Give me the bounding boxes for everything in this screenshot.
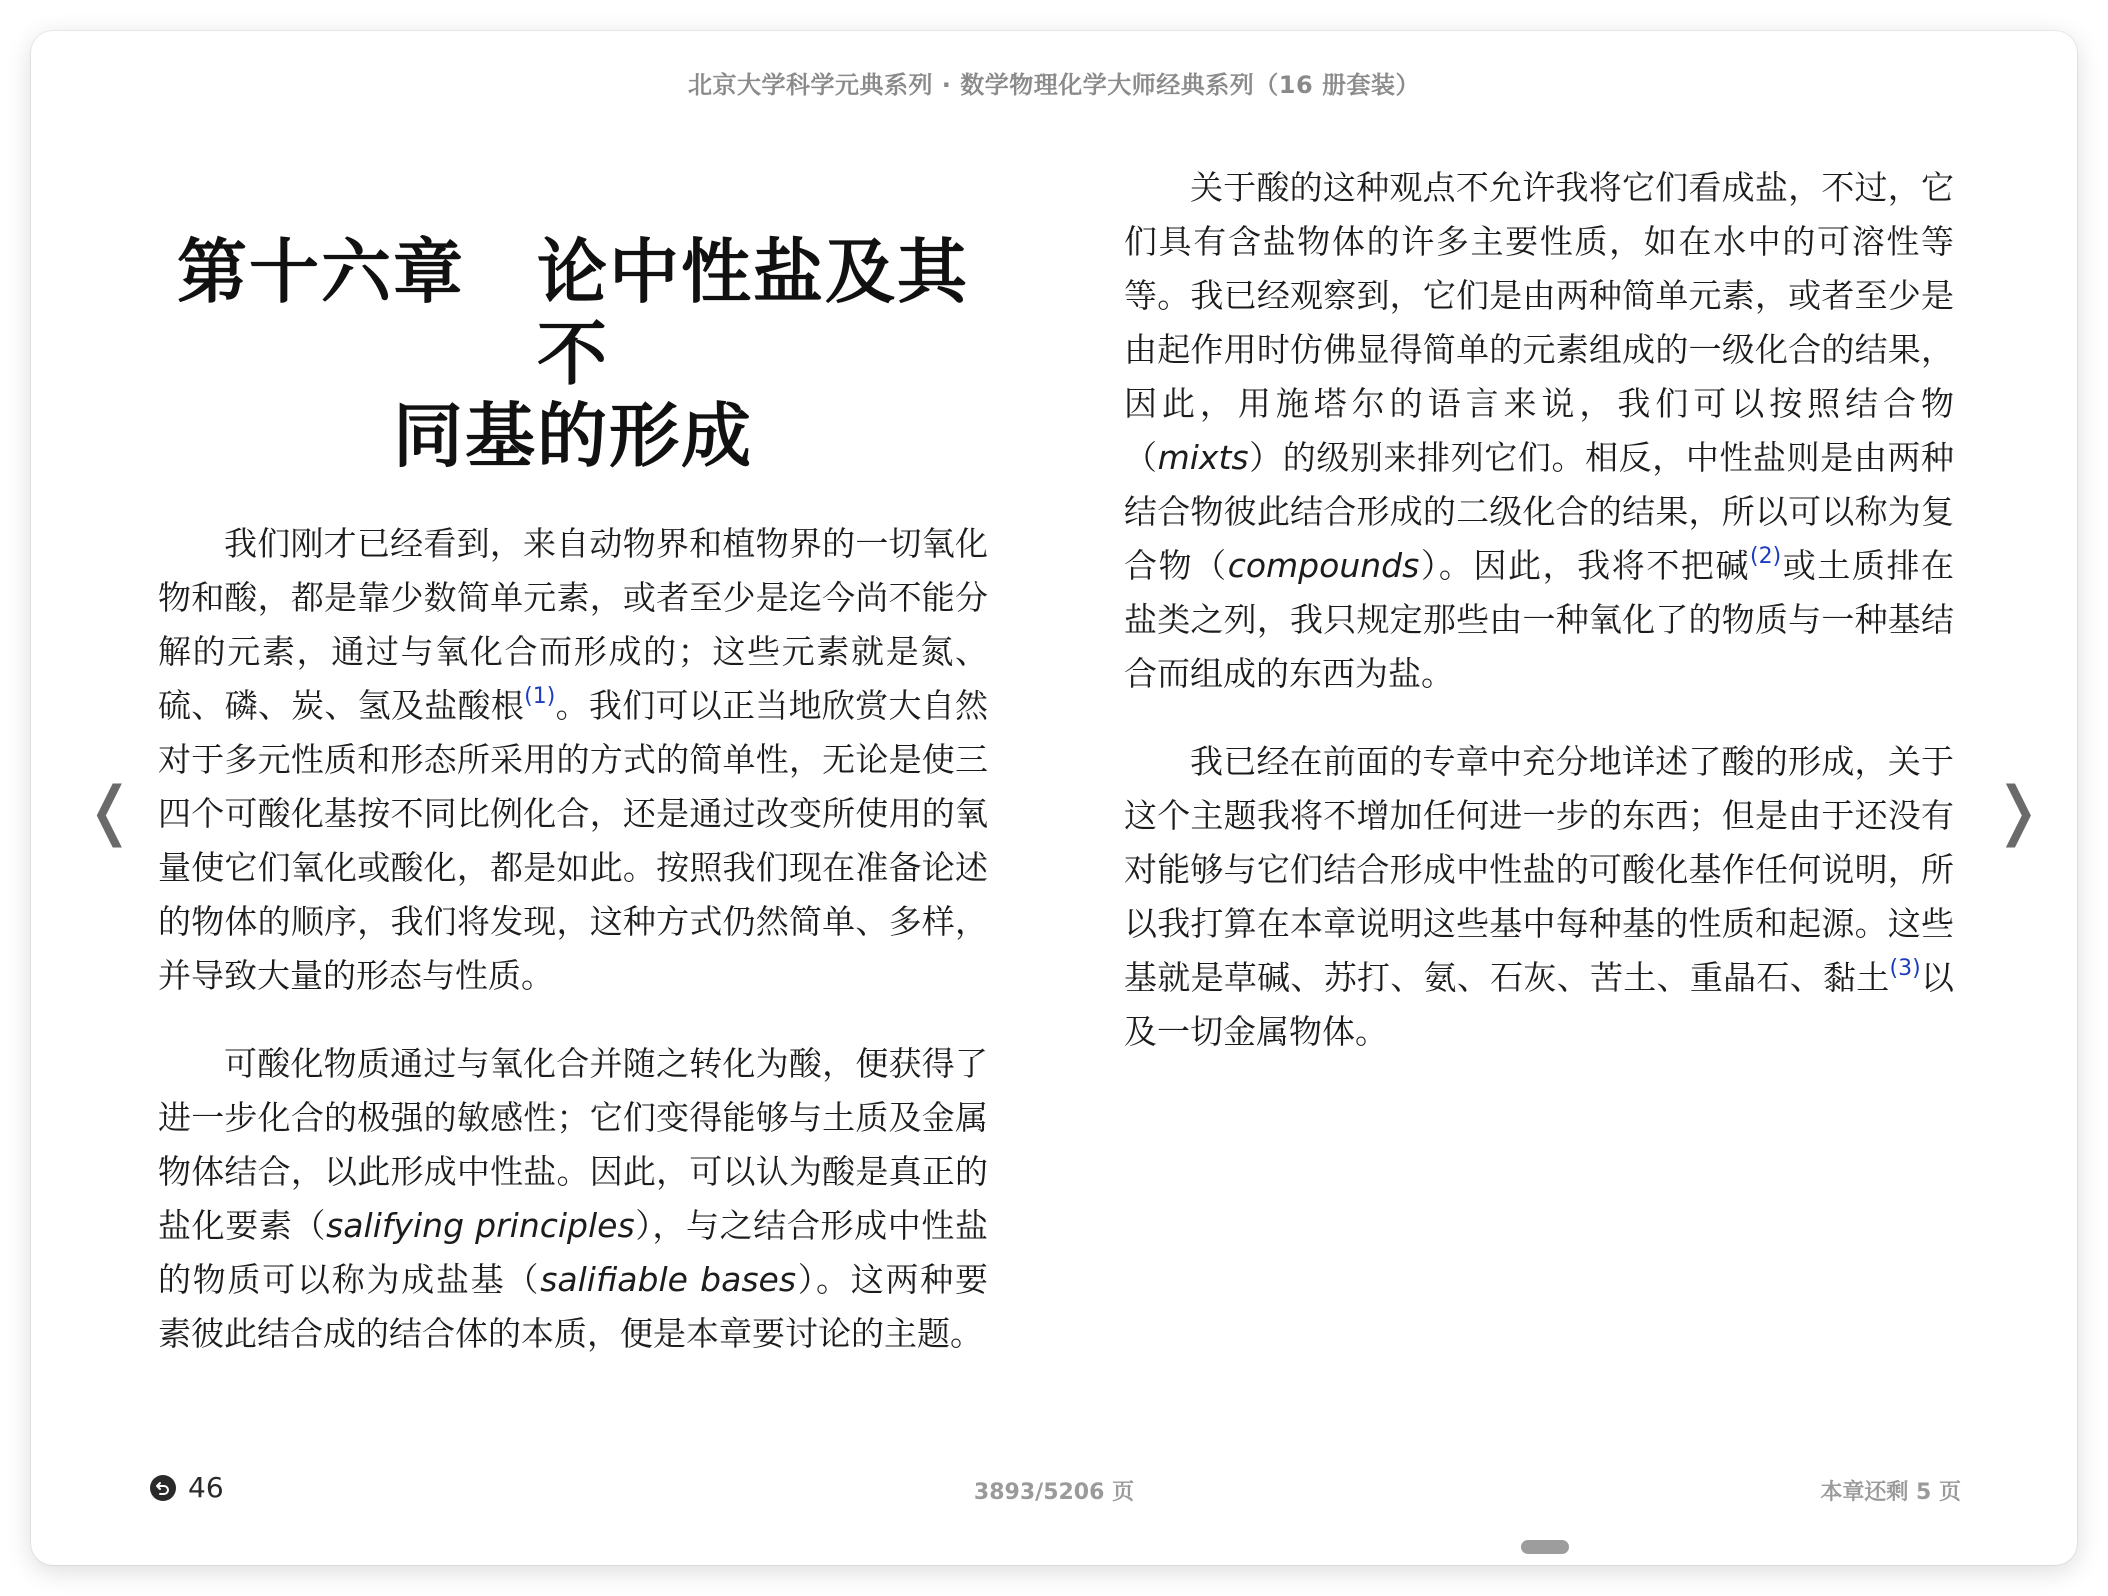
footnote-link[interactable]: (2) <box>1750 544 1782 569</box>
right-page-body <box>1124 161 1954 1093</box>
page-indicator: 3893/5206 页 <box>973 1480 1135 1505</box>
italic-term: salifying principles <box>326 1206 635 1245</box>
italic-term: mixts <box>1157 438 1249 477</box>
footnote-link[interactable]: (3) <box>1889 956 1921 981</box>
paragraph-text: ）的级别来排列它们。相反，中性盐则是由两种结合物彼此结合形成的二级化合的结果，所以可以称为复合物（ <box>1124 438 1955 585</box>
italic-term: compounds <box>1227 546 1420 585</box>
paragraph-text: 我们刚才已经看到，来自动物界和植物界的一切氧化物和酸，都是靠少数简单元素，或者至少是迄今尚不能分解的元素，通过与氧化合而形成的；这些元素就是氮、硫、磷、炭、氢及盐酸根 <box>158 524 988 725</box>
chapter-remaining: 本章还剩 5 页 <box>1820 1480 1961 1505</box>
chapter-title: 第十六章 论中性盐及其不 同基的形成 <box>177 231 969 477</box>
paragraph-text: 关于酸的这种观点不允许我将它们看成盐，不过，它们具有含盐物体的许多主要性质，如在水中的可溶性等等。我已经观察到，它们是由两种简单元素，或者至少是由起作用时仿佛显得简单的元素组成的一级化合的结果，因此，用施塔尔的语言来说，我们可以按照结合物（ <box>1124 168 1954 477</box>
chevron-left-icon: ❬ <box>83 774 137 848</box>
paragraph <box>1124 735 1954 1059</box>
reader-footer <box>31 1471 2077 1511</box>
paragraph-text: 。我们可以正当地欣赏大自然对于多元性质和形态所采用的方式的简单性，无论是使三四个可酸化基按不同比例化合，还是通过改变所使用的氧量使它们氧化或酸化，都是如此。按照我们现在准备论述的物体的顺序，我们将发现，这种方式仍然简单、多样，并导致大量的形态与性质。 <box>158 686 989 995</box>
left-page-body <box>158 517 988 1395</box>
paragraph <box>158 1037 988 1361</box>
reader-window <box>31 31 2077 1565</box>
chevron-right-icon: ❭ <box>1991 774 2045 848</box>
footnote-link[interactable]: (1) <box>524 684 556 709</box>
back-count: 46 <box>188 1471 224 1504</box>
drag-handle[interactable] <box>1521 1540 1569 1554</box>
paragraph-text: 或土质排在盐类之列，我只规定那些由一种氧化了的物质与一种基结合而组成的东西为盐。 <box>1124 546 1955 693</box>
paragraph <box>1124 161 1954 701</box>
paragraph <box>158 517 988 1003</box>
book-title: 北京大学科学元典系列 · 数学物理化学大师经典系列（16 册套装） <box>687 71 1421 99</box>
paragraph-text: 我已经在前面的专章中充分地详述了酸的形成，关于这个主题我将不增加任何进一步的东西；但是由于还没有对能够与它们结合形成中性盐的可酸化基作任何说明，所以我打算在本章说明这些基中每种基的性质和起源。这些基就是草碱、苏打、氨、石灰、苦土、重晶石、黏土 <box>1124 742 1954 997</box>
next-page-button[interactable] <box>1991 771 2045 851</box>
paragraph-text: 以及一切金属物体。 <box>1124 958 1955 1051</box>
paragraph-text: ）。这两种要素彼此结合成的结合体的本质，便是本章要讨论的主题。 <box>158 1260 989 1353</box>
paragraph-text: ），与之结合形成中性盐的物质可以称为成盐基（ <box>158 1206 988 1299</box>
italic-term: salifiable bases <box>540 1260 797 1299</box>
paragraph-text: 可酸化物质通过与氧化合并随之转化为酸，便获得了进一步化合的极强的敏感性；它们变得能够与土质及金属物体结合，以此形成中性盐。因此，可以认为酸是真正的盐化要素（ <box>158 1044 988 1245</box>
paragraph-text: ）。因此，我将不把碱 <box>1419 546 1751 585</box>
previous-page-button[interactable] <box>83 771 137 851</box>
